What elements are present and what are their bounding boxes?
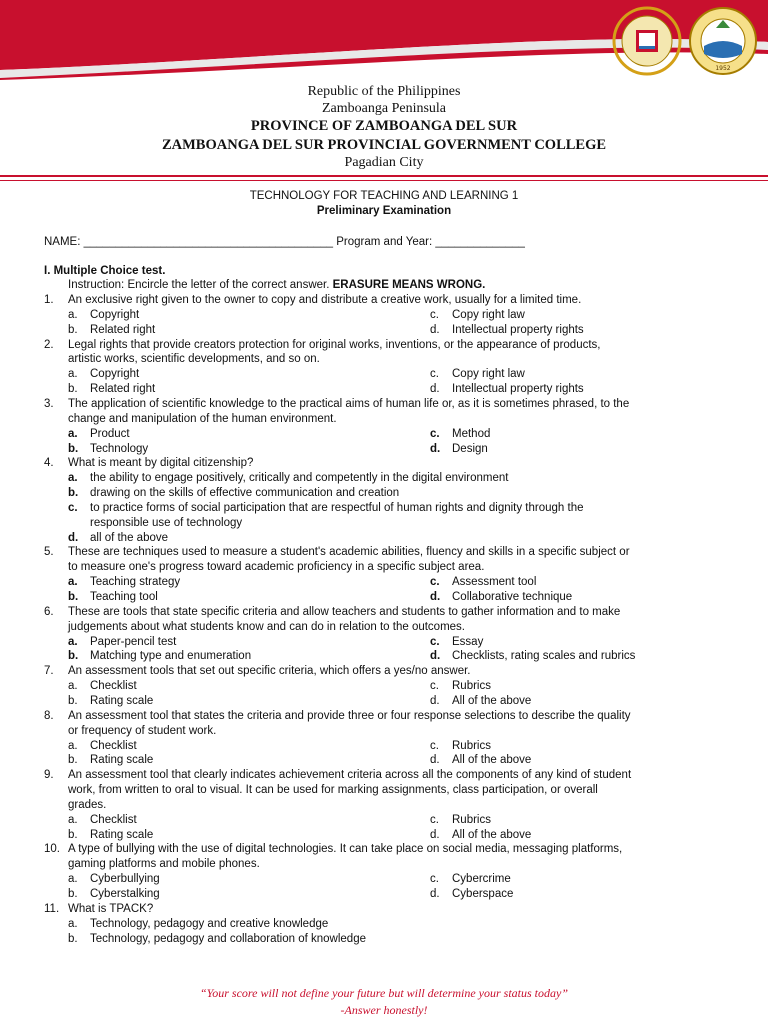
question-number: 11. (44, 902, 60, 915)
option-text: Technology, pedagogy and collaboration of knowledge (90, 932, 366, 945)
option-text: drawing on the skills of effective communication and creation (90, 487, 400, 500)
option-text: Cybercrime (452, 873, 511, 886)
question-number: 2. (44, 338, 54, 351)
footer-quote: “Your score will not define your future but will determine your status today” (200, 986, 568, 1000)
option-letter: d. (430, 442, 441, 455)
option-text: Essay (452, 635, 484, 648)
option-letter: a. (68, 813, 78, 826)
question-text: An exclusive right given to the owner to copy and distribute a creative work, usually for a limited time. (68, 294, 582, 306)
question-text: An assessment tool that clearly indicates achievement criteria across all the components of any kind of student (68, 769, 632, 782)
option-text: Design (452, 442, 488, 455)
option-text: all of the above (90, 531, 169, 544)
course-title: TECHNOLOGY FOR TEACHING AND LEARNING 1 (249, 190, 519, 202)
option-letter: b. (68, 754, 78, 767)
option-letter: a. (68, 739, 78, 752)
question-text: A type of bullying with the use of digital technologies. It can take place on social media, messaging platforms, (68, 843, 623, 856)
question-text: What is meant by digital citizenship? (68, 457, 254, 470)
option-letter: d. (430, 591, 441, 603)
option-letter: d. (430, 323, 440, 336)
option-text: Cyberbullying (90, 873, 160, 886)
option-letter: a. (68, 472, 78, 485)
question-number: 4. (44, 457, 54, 470)
option-text: Copy right law (452, 368, 525, 381)
question-number: 8. (44, 709, 54, 722)
option-letter: b. (68, 694, 78, 707)
question-number: 5. (44, 546, 54, 559)
option-text: Cyberspace (452, 888, 514, 900)
option-text: All of the above (452, 828, 532, 841)
question-text: The application of scientific knowledge to the practical aims of human life or, as it is sometimes phrased, to the (68, 397, 630, 410)
option-letter: c. (68, 501, 78, 514)
option-letter: c. (430, 635, 440, 648)
option-letter: c. (430, 576, 440, 589)
question-text: grades. (68, 798, 107, 811)
option-text: Technology, pedagogy and creative knowledge (90, 917, 329, 930)
option-letter: d. (430, 888, 440, 900)
option-letter: b. (68, 650, 79, 663)
region-line: Zamboanga Peninsula (321, 101, 447, 116)
option-text: to practice forms of social participation that are respectful of human rights and dignity through the (90, 501, 584, 514)
option-letter: c. (430, 739, 439, 752)
option-letter: c. (430, 680, 439, 693)
name-label: NAME: _______________________________________ (44, 236, 334, 248)
question-number: 10. (44, 843, 60, 856)
option-text: All of the above (452, 694, 532, 707)
option-letter: a. (68, 873, 78, 886)
option-letter: d. (430, 383, 440, 396)
footer-sign: -Answer honestly! (340, 1003, 428, 1017)
instruction (68, 278, 485, 292)
question-number: 3. (44, 397, 54, 410)
option-letter: c. (430, 873, 439, 886)
option-text: Rubrics (452, 739, 491, 752)
option-text: Intellectual property rights (452, 383, 584, 396)
option-letter: b. (68, 323, 78, 336)
option-letter: d. (430, 650, 441, 663)
question-number: 9. (44, 769, 54, 782)
option-text: Rating scale (90, 828, 154, 841)
option-text: Related right (90, 323, 156, 336)
option-letter: d. (430, 694, 440, 707)
option-letter: c. (430, 813, 439, 826)
option-text: Method (452, 427, 491, 440)
option-letter: d. (430, 754, 440, 767)
option-text: Collaborative technique (452, 591, 573, 603)
option-letter: c. (430, 427, 440, 440)
option-text: Checklist (90, 739, 137, 752)
option-text: All of the above (452, 754, 532, 767)
option-letter: a. (68, 308, 78, 321)
option-text: Paper-pencil test (90, 635, 177, 648)
option-text: Checklist (90, 680, 137, 693)
option-letter: b. (68, 932, 78, 945)
question-number: 1. (44, 294, 54, 306)
option-text: Assessment tool (452, 576, 537, 589)
option-letter: b. (68, 591, 79, 603)
warning-text: ERASURE MEANS WRONG. (332, 279, 486, 291)
divider (0, 180, 768, 181)
question-text: Legal rights that provide creators protection for original works, inventions, or the appearance of products, (68, 338, 601, 351)
option-letter: a. (68, 635, 78, 648)
option-text: Rubrics (452, 813, 491, 826)
option-letter: a. (68, 680, 78, 693)
divider (0, 175, 768, 177)
option-text: Checklist (90, 813, 137, 826)
option-text: Technology (90, 442, 149, 455)
option-letter: b. (68, 383, 78, 396)
exam-type: Preliminary Examination (316, 205, 452, 217)
question-text: work, from written to oral to visual. It can be used for marking assignments, class participation, or overall (68, 784, 598, 797)
college-name: ZAMBOANGA DEL SUR PROVINCIAL GOVERNMENT COLLEGE (161, 137, 607, 153)
question-text: artistic works, scientific developments, and so on. (68, 353, 320, 366)
option-text: Teaching tool (90, 591, 158, 603)
city-line: Pagadian City (344, 155, 424, 170)
question-text: gaming platforms and mobile phones. (68, 858, 260, 871)
option-text: responsible use of technology (90, 516, 243, 529)
question-text: An assessment tools that set out specific criteria, which offers a yes/no answer. (68, 665, 471, 678)
option-letter: a. (68, 427, 78, 440)
option-text: Copyright (90, 308, 140, 321)
option-text: Cyberstalking (90, 888, 160, 900)
program-year-label: Program and Year: ______________ (336, 236, 525, 248)
option-text: Copyright (90, 368, 140, 381)
province-line: PROVINCE OF ZAMBOANGA DEL SUR (250, 118, 518, 134)
seal-year: 1952 (715, 65, 731, 72)
option-letter: d. (430, 828, 440, 841)
question-text: These are techniques used to measure a student's academic abilities, fluency and skills in a specific subject or (68, 546, 630, 559)
option-text: Related right (90, 383, 156, 396)
option-letter: b. (68, 828, 78, 841)
option-letter: d. (68, 531, 79, 544)
question-number: 6. (44, 605, 54, 618)
option-text: Rubrics (452, 680, 491, 693)
option-letter: b. (68, 442, 79, 455)
instruction-text: Instruction: Encircle the letter of the correct answer. (68, 279, 330, 291)
option-text: Rating scale (90, 754, 154, 767)
name-field[interactable] (44, 235, 525, 249)
college-seal-icon (612, 6, 682, 76)
province-seal-icon (688, 6, 758, 76)
question-text: change and manipulation of the human environment. (68, 412, 337, 425)
question-text: What is TPACK? (68, 902, 154, 915)
option-text: Matching type and enumeration (90, 650, 252, 663)
option-text: Teaching strategy (90, 576, 181, 589)
option-letter: a. (68, 917, 78, 930)
question-number: 7. (44, 665, 54, 678)
question-text: or frequency of student work. (68, 724, 217, 737)
question-text: These are tools that state specific criteria and allow teachers and students to gather information and to make (68, 605, 621, 618)
option-text: Copy right law (452, 308, 525, 321)
question-text: judgements about what students know and can do in relation to the outcomes. (68, 620, 466, 633)
option-text: Product (90, 427, 130, 440)
option-text: Rating scale (90, 694, 154, 707)
option-text: the ability to engage positively, critically and competently in the digital environment (90, 472, 509, 485)
option-text: Intellectual property rights (452, 323, 584, 336)
country-line: Republic of the Philippines (307, 84, 461, 99)
option-letter: a. (68, 576, 78, 589)
section-title: I. Multiple Choice test. (44, 265, 166, 277)
option-letter: c. (430, 368, 439, 381)
option-text: Checklists, rating scales and rubrics (452, 650, 636, 663)
question-text: to measure one's progress toward academic proficiency in a specific subject area. (68, 561, 485, 574)
question-text: An assessment tool that states the criteria and provide three or four response selections to describe the quality (68, 709, 631, 722)
option-letter: b. (68, 888, 78, 900)
option-letter: c. (430, 308, 439, 321)
option-letter: a. (68, 368, 78, 381)
option-letter: b. (68, 487, 79, 500)
